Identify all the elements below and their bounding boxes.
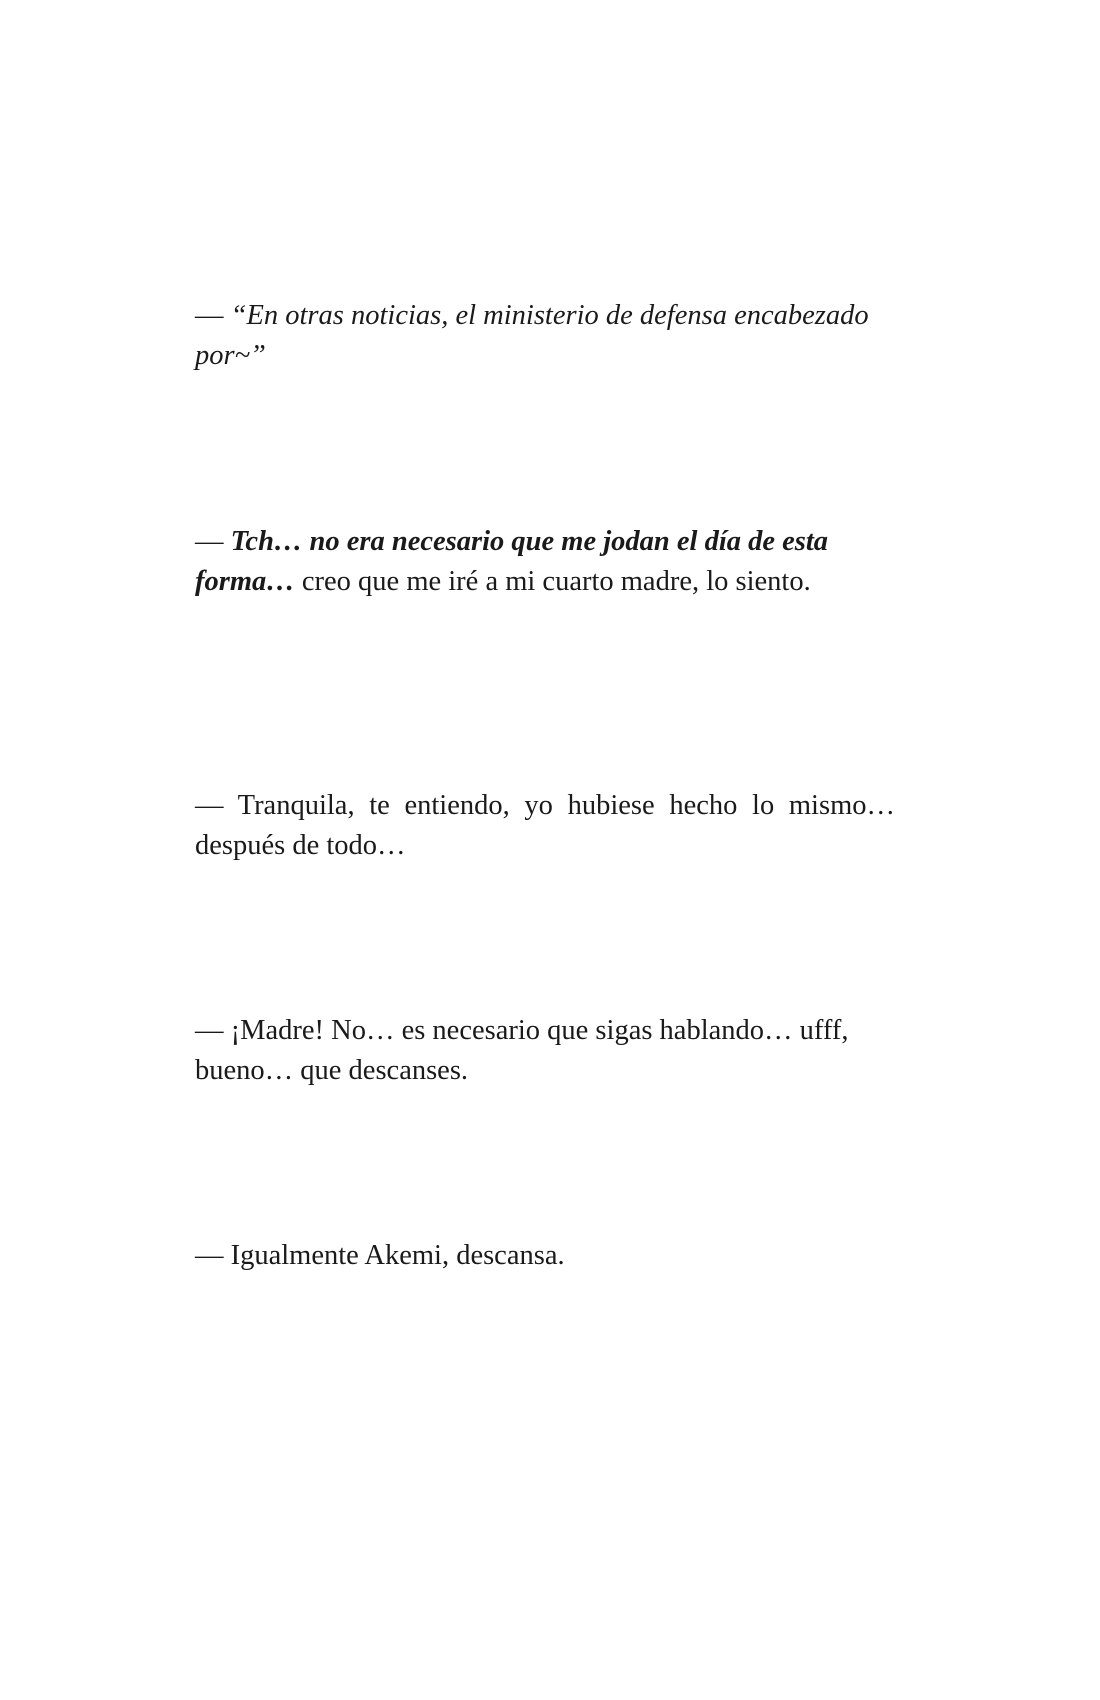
news-line-paragraph [195, 296, 895, 376]
reply-text: creo que me iré a mi cuarto madre, lo siento. [301, 566, 811, 597]
akemi-reply-paragraph [195, 522, 895, 602]
mother-reply-paragraph: — Tranquila, te entiendo, yo hubiese hecho lo mismo… después de todo… [195, 790, 895, 861]
mother-goodnight-paragraph: — Igualmente Akemi, descansa. [195, 1240, 565, 1271]
news-quote: “En otras noticias, el ministerio de defensa encabezado por~” [195, 300, 869, 371]
em-dash: — [195, 300, 224, 331]
em-dash: — [195, 526, 224, 557]
emphasized-thought: Tch… no era necesario que me jodan el día de esta forma… [195, 526, 829, 597]
akemi-exclaim-paragraph: — ¡Madre! No… es necesario que sigas hablando… ufff, bueno… que descanses. [195, 1015, 849, 1086]
